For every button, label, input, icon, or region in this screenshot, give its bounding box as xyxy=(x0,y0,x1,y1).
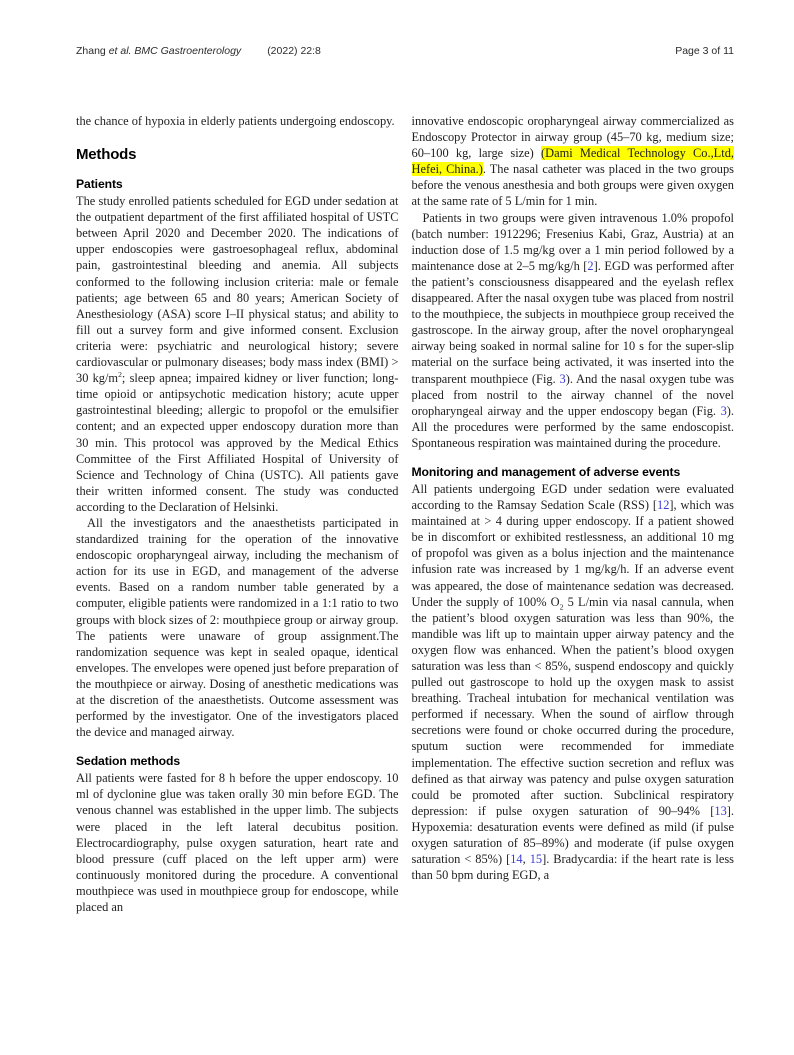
text-run: 5 L/min via nasal cannula, when the patient’s blood oxygen saturation was less than 90%, the mandible was lift up to maintain upper airway patency and the oxygen flow was enhanced. When the patient’s blood oxygen saturation was less than < 85%, suspend endoscopy and quickly pulled out gastroscope to hold up the oxygen mask to assist breathing. Tracheal intubation for mechanical ventilation was performed if necessary. When the sound of airflow through secretions were found or choke occurred during the procedure, sputum suction were recommended for immediate implementation. The effective suction secretion and reflux was defined as that airway was patency and pulse oxygen saturation could be promoted after suction. Subclinical respiratory depression: if pulse oxygen saturation of 90–94% [ xyxy=(411,594,734,818)
citation-link[interactable]: 3 xyxy=(559,371,566,386)
paragraph xyxy=(76,113,399,129)
text-run: ]. Hypoxemia: desaturation events were defined as mild (if pulse oxygen saturation of 85–89%) and moderate (if pulse oxygen saturation < 85%) [ xyxy=(411,803,734,867)
paragraph xyxy=(76,770,399,915)
running-head xyxy=(76,45,734,57)
text-run: All patients undergoing EGD under sedation were evaluated according to the Ramsay Sedation Scale (RSS) [ xyxy=(411,481,734,513)
highlighted-text: (Dami Medical Technology Co.,Ltd, Hefei, China.) xyxy=(411,146,734,177)
paragraph xyxy=(412,210,735,451)
citation-link[interactable]: 2 xyxy=(587,258,594,273)
text-run: ). All the procedures were performed by the same endoscopist. Spontaneous respiration was maintained during the procedure. xyxy=(411,403,734,450)
subsection-heading: Sedation methods xyxy=(76,754,181,769)
left-column xyxy=(76,113,399,915)
subsection-heading: Monitoring and management of adverse events xyxy=(411,464,681,479)
paragraph xyxy=(76,515,399,740)
text-run: All patients were fasted for 8 h before the upper endoscopy. 10 ml of dyclonine glue was taken orally 30 min before EGD. The venous channel was established in the upper limb. The subjects were placed in the left lateral decubitus position. Electrocardiography, pulse oxygen saturation, heart rate and blood pressure (cuff placed on the left upper arm) were continuously monitored during the procedure. A conventional mouthpiece was used in mouthpiece group for endoscope, while placed an xyxy=(76,771,399,915)
running-head-left xyxy=(76,45,321,57)
paragraph xyxy=(412,113,735,210)
text-run: 2 xyxy=(118,370,122,379)
text-run: Patients in two groups were given intravenous 1.0% propofol (batch number: 1912296; Fresenius Kabi, Graz, Austria) at an induction dose of 1.5 mg/kg over a 1 min period followed by a maintenance dose at 2–5 mg/kg/h [ xyxy=(411,210,734,273)
citation-link[interactable]: 3 xyxy=(720,403,727,418)
text-run: 2 xyxy=(559,602,564,612)
text-run: ; sleep apnea; impaired kidney or liver function; long-time opioid or antipsychotic medication history; acute upper gastrointestinal bleeding; allergic to propofol or the emulsifier content; and an expected upper endoscopy duration more than 30 min. This protocol was approved by the Medical Ethics Committee of the First Affiliated Hospital of University of Science and Technology of China (USTC). All patients gave their written informed consent. The study was conducted according to the Declaration of Helsinki. xyxy=(76,371,399,514)
text-run: All the investigators and the anaesthetists participated in standardized training for the operation of the innovative endoscopic oropharyngeal airway, including the mechanism of action for its use in EGD, and management of the adverse events. Based on a random number table generated by a computer, eligible patients were randomized in a 1:1 ratio to two groups with block sizes of 2: mouthpiece group or airway group. The patients were unaware of group assignment.The randomization sequence was kept in sealed opaque, identical envelopes. The envelopes were opened just before preparation of the mouthpiece or airway. Dosing of anesthetic medications was at the discretion of the anaesthetists. Outcome assessment was performed by the investigator. One of the investigators placed the device and managed airway. xyxy=(76,515,399,740)
text-run: The study enrolled patients scheduled for EGD under sedation at the outpatient department of the first affiliated hospital of USTC between April 2020 and December 2020. The indications of upper endoscopies were gastroesophageal reflux, abdominal pain, gastrointestinal bleeding and anemia. All subjects conformed to the following inclusion criteria: male or female patients; age between 65 and 80 years; American Society of Anesthesiology (ASA) score I–II physical status; and ability to fill out a survey form and give informed consent. Exclusion criteria were: psychiatric and neurological history; severe cardiovascular or pulmonary diseases; body mass index (BMI) > 30 kg/m xyxy=(76,194,399,386)
text-run: ]. EGD was performed after the patient’s consciousness disappeared and the eyelash reflex disappeared. After the nasal oxygen tube was placed from nostril to the mouthpiece, the subjects in mouthpiece group received the gastroscope. In the airway group, after the novel oropharyngeal airway being soaked in normal saline for 10 s for the super-slip material on the surface being activated, it was inserted into the transparent mouthpiece (Fig. xyxy=(411,258,734,386)
citation-link[interactable]: 13 xyxy=(714,803,727,818)
paragraph xyxy=(412,481,735,883)
text-columns xyxy=(76,113,734,915)
text-run: ). And the nasal oxygen tube was placed from nostril to the airway channel of the novel oropharyngeal airway and the upper endoscopy began (Fig. xyxy=(411,371,734,418)
journal-citation-issue: (2022) 22:8 xyxy=(267,45,321,57)
paragraph xyxy=(76,193,399,515)
text-run: Zhang xyxy=(76,45,109,57)
italic-text: et al. BMC Gastroenterology xyxy=(108,45,242,57)
text-run: , xyxy=(522,852,530,867)
citation-link[interactable]: 14 xyxy=(510,852,523,867)
text-run: innovative endoscopic oropharyngeal airway commercialized as Endoscopy Protector in airway group (45–70 kg, medium size; 60–100 kg, large size) xyxy=(411,114,734,161)
text-run: ], which was maintained at > 4 during upper endoscopy. If a patient showed be in discomfort or exhibited restlessness, an additional 10 mg of propofol was given as a bolus injection and the maintenance infusion rate was increased by 1 mg/kg/h. If an adverse event was appeared, the dose of maintenance sedation was decreased. Under the supply of 100% O xyxy=(411,498,734,609)
citation-link[interactable]: 12 xyxy=(657,498,670,513)
text-run: . The nasal catheter was placed in the two groups before the venous anesthesia and both groups were given oxygen at the same rate of 5 L/min for 1 min. xyxy=(411,162,734,209)
text-run: the chance of hypoxia in elderly patients undergoing endoscopy. xyxy=(76,114,395,128)
journal-citation-authors xyxy=(76,45,241,57)
citation-link[interactable]: 15 xyxy=(529,852,543,867)
right-column xyxy=(412,113,735,915)
section-heading: Methods xyxy=(76,146,137,164)
subsection-heading: Patients xyxy=(76,177,123,192)
page-number-label: Page 3 of 11 xyxy=(675,45,734,57)
text-run: ]. Bradycardia: if the heart rate is less than 50 bpm during EGD, a xyxy=(411,852,734,883)
